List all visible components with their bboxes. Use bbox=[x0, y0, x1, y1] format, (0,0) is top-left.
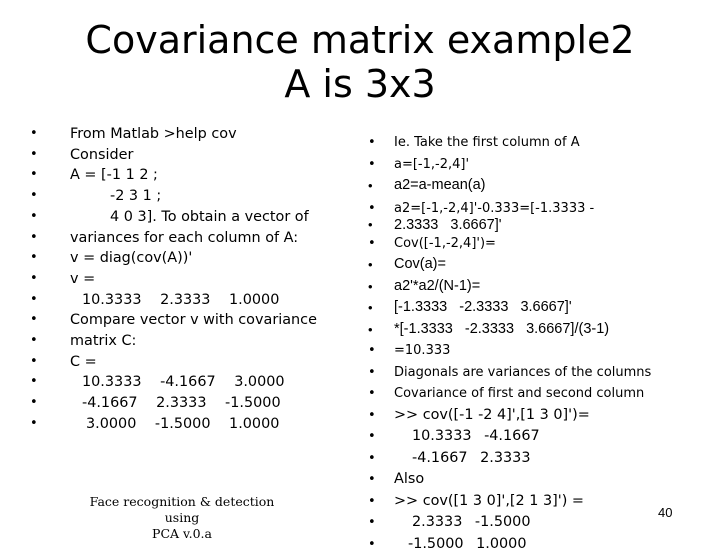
right-bullet: • 10.3333 -4.1667 bbox=[368, 426, 668, 448]
left-bullet: • Compare vector v with covariance bbox=[30, 310, 330, 331]
right-bullet: • *[-1.3333 -2.3333 3.6667]/(3-1) bbox=[368, 319, 668, 341]
right-bullet: • a=[-1,-2,4]' bbox=[368, 154, 668, 176]
left-bullet: • -4.1667 2.3333 -1.5000 bbox=[30, 393, 330, 414]
title-line-2: A is 3x3 bbox=[0, 62, 720, 106]
left-bullet: • A = [-1 1 2 ; bbox=[30, 165, 330, 186]
left-bullet-list bbox=[30, 124, 330, 435]
right-bullet: • Also bbox=[368, 469, 668, 491]
right-bullet: • >> cov([1 3 0]',[2 1 3]') = bbox=[368, 491, 668, 513]
left-bullet: • From Matlab >help cov bbox=[30, 124, 330, 145]
right-bullet: • -4.1667 2.3333 bbox=[368, 448, 668, 470]
title-line-1: Covariance matrix example2 bbox=[0, 18, 720, 62]
left-bullet-continuation: • matrix C: bbox=[30, 331, 330, 352]
right-bullet: • a2=a-mean(a) bbox=[368, 175, 668, 197]
page-number: 40 bbox=[658, 505, 672, 520]
left-bullet: • 4 0 3]. To obtain a vector of bbox=[30, 207, 330, 228]
right-bullet: • Diagonals are variances of the columns bbox=[368, 362, 668, 384]
right-bullet-list bbox=[368, 132, 668, 555]
slide-title bbox=[0, 18, 720, 106]
right-bullet: • Ie. Take the first column of A bbox=[368, 132, 668, 154]
left-bullet: • C = bbox=[30, 352, 330, 373]
right-bullet: • a2=[-1,-2,4]'-0.333=[-1.3333 - bbox=[368, 197, 668, 217]
right-bullet: • =10.333 bbox=[368, 340, 668, 362]
right-bullet-continuation: • 2.3333 3.6667]' bbox=[368, 217, 668, 233]
right-bullet: • Cov([-1,-2,4]')= bbox=[368, 233, 668, 255]
footer-line-1: Face recognition & detection using bbox=[72, 494, 292, 526]
left-bullet: • v = diag(cov(A))' bbox=[30, 248, 330, 269]
right-bullet: • >> cov([-1 -2 4]',[1 3 0]')= bbox=[368, 405, 668, 427]
slide-footer bbox=[72, 494, 292, 542]
right-bullet: • Covariance of first and second column bbox=[368, 383, 668, 405]
left-bullet-continuation: • variances for each column of A: bbox=[30, 228, 330, 249]
right-bullet: • -1.5000 1.0000 bbox=[368, 534, 668, 555]
right-bullet: • Cov(a)= bbox=[368, 254, 668, 276]
left-bullet: • 3.0000 -1.5000 1.0000 bbox=[30, 414, 330, 435]
left-bullet: • Consider bbox=[30, 145, 330, 166]
left-bullet: • -2 3 1 ; bbox=[30, 186, 330, 207]
left-bullet: • 10.3333 -4.1667 3.0000 bbox=[30, 372, 330, 393]
right-bullet: • 2.3333 -1.5000 bbox=[368, 512, 668, 534]
right-bullet: • [-1.3333 -2.3333 3.6667]' bbox=[368, 297, 668, 319]
footer-line-2: PCA v.0.a bbox=[72, 526, 292, 542]
left-bullet: • v = bbox=[30, 269, 330, 290]
left-bullet: • 10.3333 2.3333 1.0000 bbox=[30, 290, 330, 311]
right-bullet: • a2'*a2/(N-1)= bbox=[368, 276, 668, 298]
